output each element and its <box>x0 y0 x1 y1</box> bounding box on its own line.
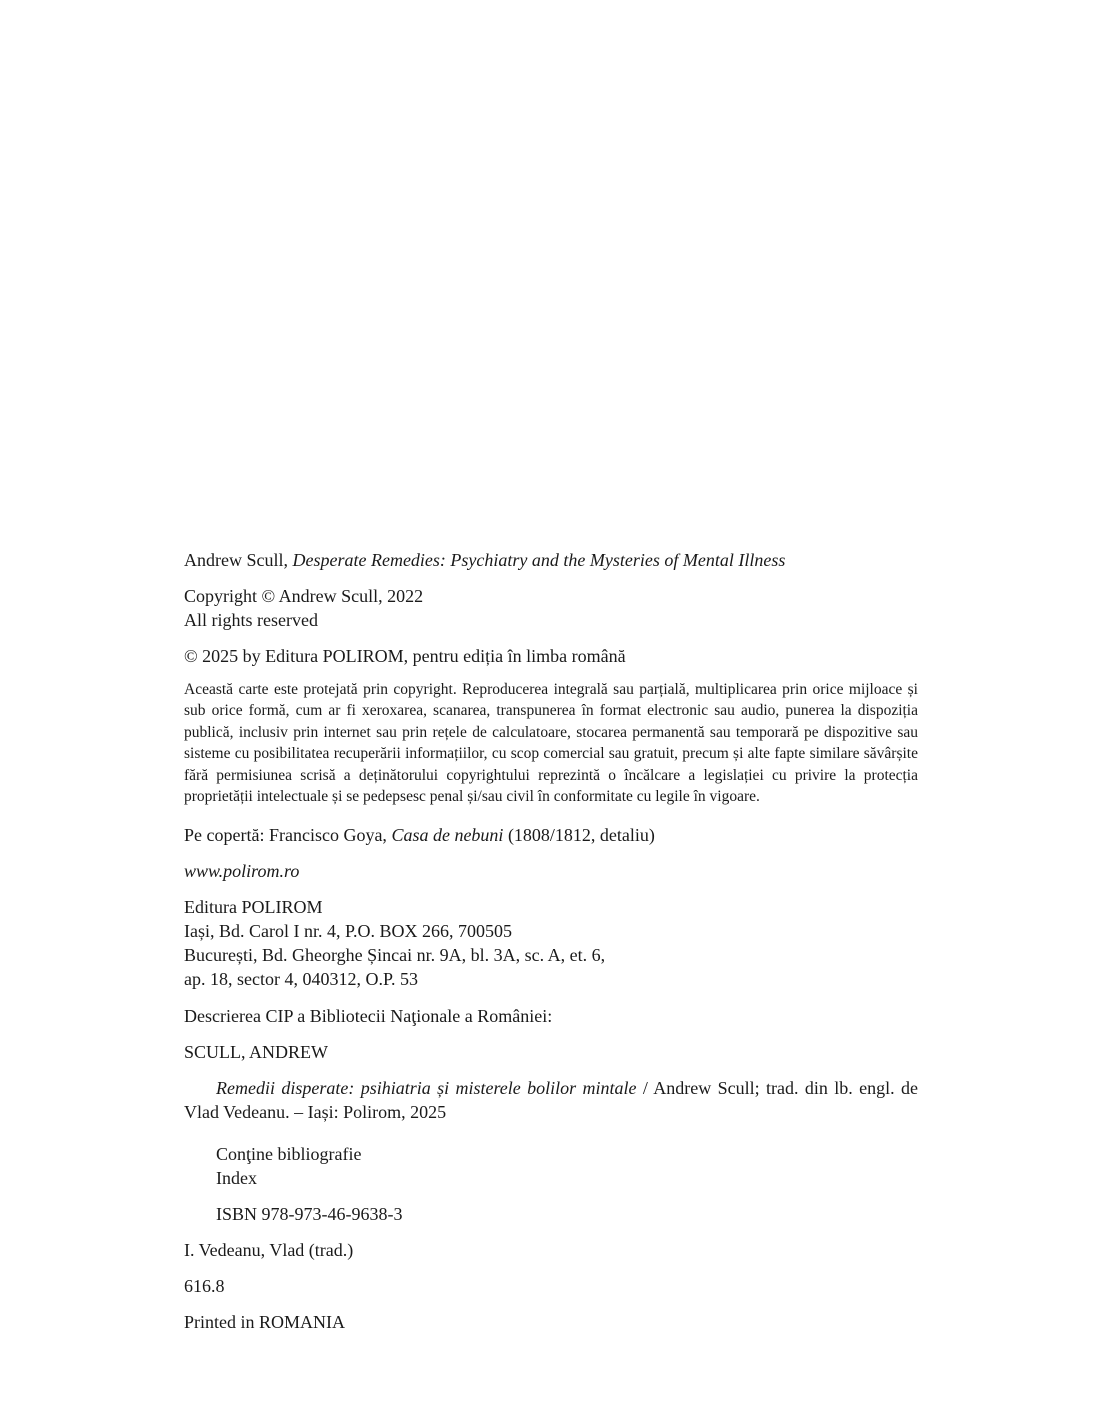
publisher-block <box>184 895 918 991</box>
cip-note-index: Index <box>216 1167 257 1188</box>
publisher-address-iasi: Iași, Bd. Carol I nr. 4, P.O. BOX 266, 700505 <box>184 920 512 941</box>
copyright-page <box>184 548 918 1334</box>
cover-credit-suffix: (1808/1812, detaliu) <box>507 824 655 845</box>
printed-in: Printed in ROMANIA <box>184 1311 345 1332</box>
cip-classification: 616.8 <box>184 1275 225 1296</box>
cip-note-bibliography: Conţine bibliografie <box>216 1143 362 1164</box>
original-title: Desperate Remedies: Psychiatry and the Mysteries of Mental Illness <box>292 550 786 570</box>
cip-title-entry <box>184 1076 918 1124</box>
cip-title-rest: / Andrew Scull; trad. din lb. engl. de Vlad Vedeanu. – Iași: Polirom, 2025 <box>184 1077 918 1122</box>
cip-author-heading: SCULL, ANDREW <box>184 1041 328 1062</box>
cover-credit-prefix: Pe copertă: Francisco Goya, <box>184 824 387 845</box>
legal-notice: Această carte este protejată prin copyright. Reproducerea integrală sau parțială, multiplicarea prin orice mijloace și sub orice formă, cum ar fi xeroxarea, scanarea, transpunerea în format electronic sau audio, punerea la dispoziția publică, inclusiv prin internet sau prin rețele de calculatoare, stocarea permanentă sau temporară pe dispozitive sau sisteme cu posibilitatea recuperării informațiilor, cu scop comercial sau gratuit, precum și alte fapte similare săvârșite fără permisiunea scrisă a deținătorului copyrightului reprezintă o încălcare a legislației cu privire la protecția proprietății intelectuale și se pedepsesc penal și/sau civil în conformitate cu legile în vigoare. <box>184 681 918 806</box>
isbn: ISBN 978-973-46-9638-3 <box>216 1203 403 1224</box>
original-author: Andrew Scull, <box>184 550 288 570</box>
cip-heading: Descrierea CIP a Bibliotecii Naţionale a României: <box>184 1005 553 1026</box>
cip-translator: I. Vedeanu, Vlad (trad.) <box>184 1239 354 1260</box>
cip-title: Remedii disperate: psihiatria și misterele bolilor mintale <box>216 1077 637 1098</box>
website: www.polirom.ro <box>184 860 300 881</box>
publisher-name: Editura POLIROM <box>184 896 323 917</box>
publisher-address-bucuresti-cont: ap. 18, sector 4, 040312, O.P. 53 <box>184 968 418 989</box>
copyright-line: Copyright © Andrew Scull, 2022 <box>184 586 424 606</box>
original-title-line <box>184 548 918 572</box>
rights-reserved-line: All rights reserved <box>184 610 318 630</box>
edition-rights-line: © 2025 by Editura POLIROM, pentru ediția în limba română <box>184 646 626 666</box>
cover-work-title: Casa de nebuni <box>391 824 504 845</box>
cover-credit-line <box>184 823 918 847</box>
copyright-block <box>184 584 918 632</box>
website-line <box>184 859 918 883</box>
publisher-address-bucuresti: București, Bd. Gheorghe Șincai nr. 9A, bl. 3A, sc. A, et. 6, <box>184 944 606 965</box>
cip-notes <box>184 1142 918 1190</box>
